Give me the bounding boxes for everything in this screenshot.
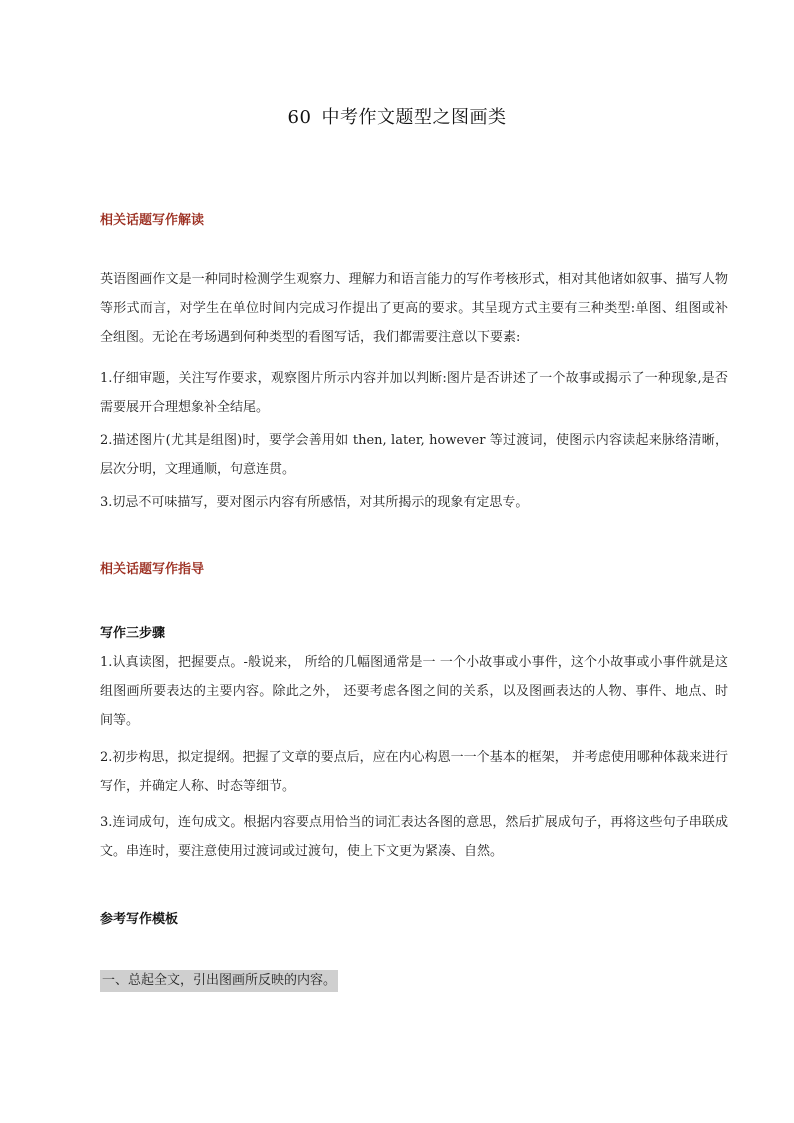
section-heading-template: 参考写作模板 bbox=[100, 912, 179, 927]
interpretation-point-2: 2.描述图片(尤其是组图)时，要学会善用如 then, later, however 等过渡词，使图示内容读起来脉络清晰，层次分明，文理通顺，句意连贯。 bbox=[100, 433, 728, 477]
interpretation-point-1: 1.仔细审题，关注写作要求，观察图片所示内容并加以判断:图片是否讲述了一个故事或揭示了一种现象,是否需要展开合理想象补全结尾。 bbox=[100, 371, 728, 415]
intro-paragraph: 英语图画作文是一种同时检测学生观察力、理解力和语言能力的写作考核形式，相对其他诸如叙事、描写人物等形式而言，对学生在单位时间内完成习作提出了更高的要求。其呈现方式主要有三种类型:单图、组图或补全组图。无论在考场遇到何种类型的看图写话，我们都需要注意以下要素: bbox=[100, 272, 728, 345]
step-2-paragraph: 2.初步构思，拟定提纲。把握了文章的要点后，应在内心构恩一一个基本的框架， 并考虑使用哪种体裁来进行写作，并确定人称、时态等细节。 bbox=[100, 750, 728, 794]
highlighted-template-line: 一、总起全文，引出图画所反映的内容。 bbox=[100, 970, 338, 992]
step-3-paragraph: 3.连词成句，连句成文。根据内容要点用恰当的词汇表达各图的意思，然后扩展成句子，再将这些句子串联成文。串连时，要注意使用过渡词或过渡句，使上下文更为紧凑、自然。 bbox=[100, 815, 728, 859]
section-heading-guidance: 相关话题写作指导 bbox=[100, 562, 205, 577]
page-title bbox=[0, 103, 794, 129]
step-1-paragraph: 1.认真读图，把握要点。-般说来， 所给的几幅图通常是一 一个小故事或小事件，这个小故事或小事件就是这组图画所要表达的主要内容。除此之外， 还要考虑各图之间的关系，以及图画表达的人物、事件、地点、时间等。 bbox=[100, 655, 728, 728]
interpretation-point-3: 3.切忌不可味描写，要对图示内容有所感悟，对其所揭示的现象有定思专。 bbox=[100, 495, 529, 510]
section-heading-interpretation: 相关话题写作解读 bbox=[100, 213, 205, 228]
title-text: 中考作文题型之图画类 bbox=[321, 107, 507, 128]
title-number: 60 bbox=[287, 107, 312, 128]
subheading-three-steps: 写作三步骤 bbox=[100, 626, 166, 641]
